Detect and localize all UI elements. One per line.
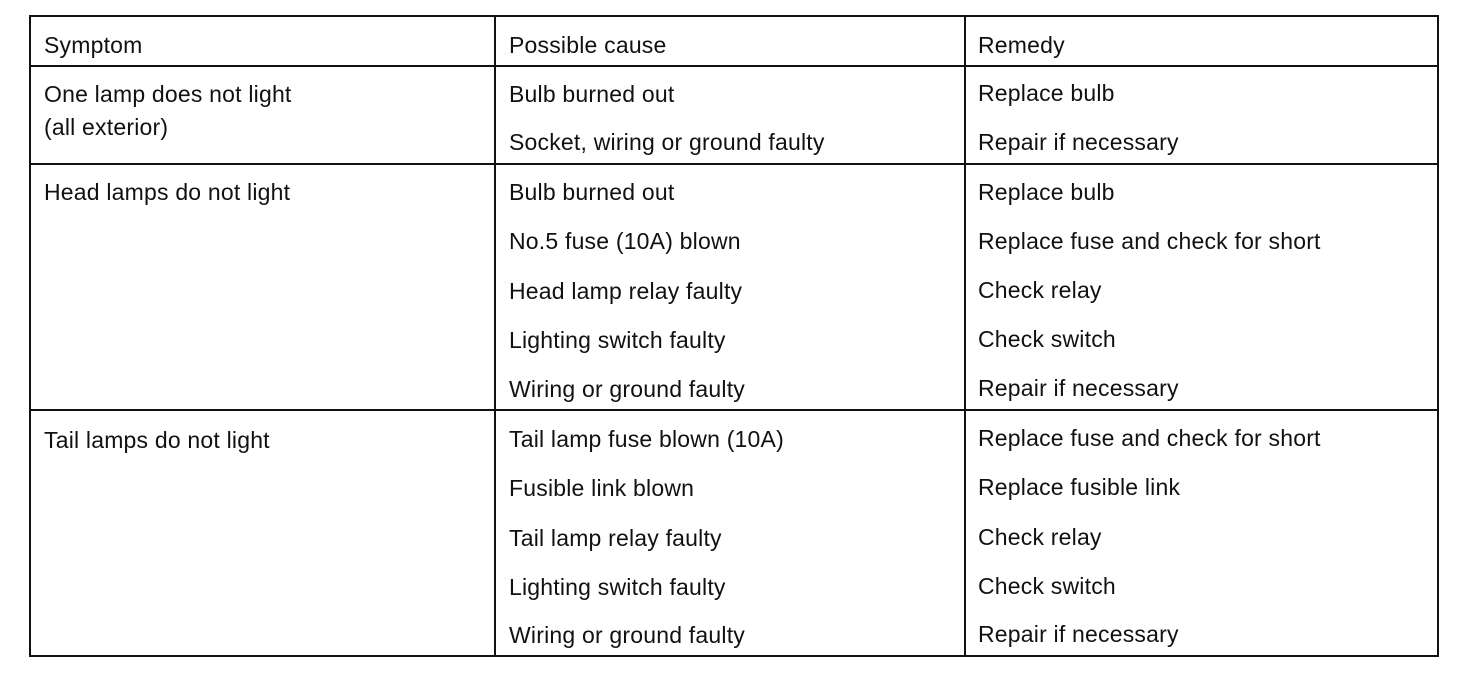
remedy-cell: Replace bulb: [978, 80, 1115, 106]
troubleshooting-table: [29, 15, 1439, 657]
cause-cell: Fusible link blown: [509, 475, 695, 501]
cause-cell: Lighting switch faulty: [509, 327, 726, 353]
symptom-line: (all exterior): [44, 114, 169, 140]
cause-cell: Wiring or ground faulty: [509, 376, 745, 402]
cause-cell: Lighting switch faulty: [509, 574, 726, 600]
cause-cell: Wiring or ground faulty: [509, 622, 745, 648]
cause-cell: Bulb burned out: [509, 179, 675, 205]
cause-cell: Tail lamp relay faulty: [509, 525, 722, 551]
symptom-line: Tail lamps do not light: [44, 427, 270, 453]
header-possible-cause: Possible cause: [509, 32, 667, 58]
remedy-cell: Check relay: [978, 277, 1102, 303]
column-divider-2: [964, 17, 966, 655]
column-divider-1: [494, 17, 496, 655]
cause-cell: Tail lamp fuse blown (10A): [509, 426, 784, 452]
cause-cell: Socket, wiring or ground faulty: [509, 129, 825, 155]
remedy-cell: Repair if necessary: [978, 129, 1179, 155]
remedy-cell: Repair if necessary: [978, 375, 1179, 401]
header-symptom: Symptom: [44, 32, 143, 58]
remedy-cell: Check switch: [978, 573, 1116, 599]
cause-cell: Head lamp relay faulty: [509, 278, 743, 304]
remedy-cell: Repair if necessary: [978, 621, 1179, 647]
cause-cell: No.5 fuse (10A) blown: [509, 228, 741, 254]
group-divider-2: [31, 409, 1437, 411]
remedy-cell: Replace fuse and check for short: [978, 228, 1321, 254]
remedy-cell: Check relay: [978, 524, 1102, 550]
symptom-line: One lamp does not light: [44, 81, 292, 107]
remedy-cell: Check switch: [978, 326, 1116, 352]
remedy-cell: Replace bulb: [978, 179, 1115, 205]
remedy-cell: Replace fusible link: [978, 474, 1181, 500]
group-divider-1: [31, 163, 1437, 165]
header-divider: [31, 65, 1437, 67]
cause-cell: Bulb burned out: [509, 81, 675, 107]
header-remedy: Remedy: [978, 32, 1065, 58]
remedy-cell: Replace fuse and check for short: [978, 425, 1321, 451]
symptom-line: Head lamps do not light: [44, 179, 291, 205]
